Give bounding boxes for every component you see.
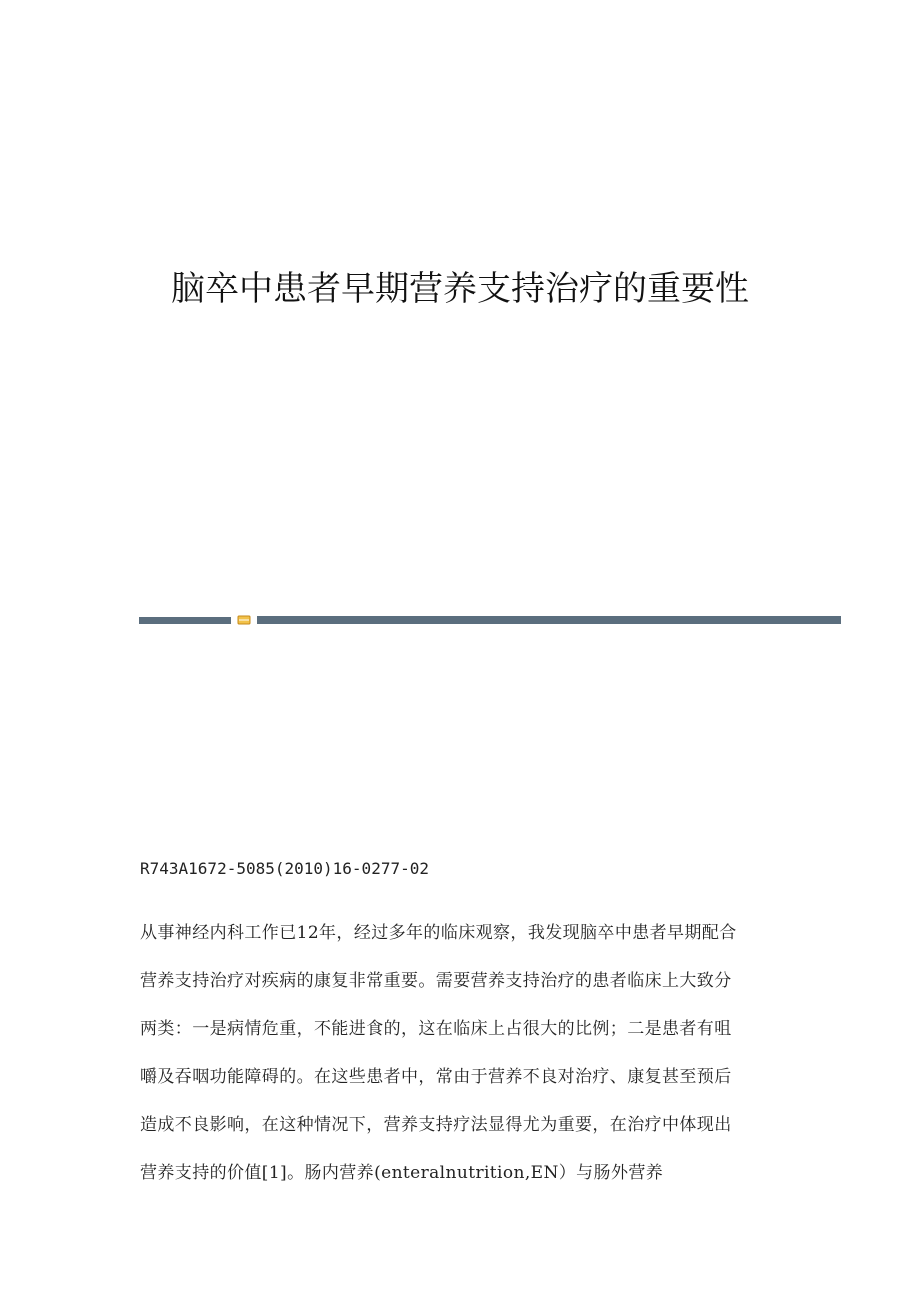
- body-paragraph: [140, 909, 785, 1197]
- section-divider: [139, 612, 841, 626]
- body-line: 营养支持治疗对疾病的康复非常重要。需要营养支持治疗的患者临床上大致分: [140, 971, 732, 991]
- divider-ornament-icon: [237, 614, 251, 626]
- classification-code: R743A1672-5085(2010)16-0277-02: [140, 859, 429, 878]
- body-line: 营养支持的价值[1]。肠内营养(enteralnutrition,EN）与肠外营养: [140, 1163, 664, 1183]
- divider-bar-left: [139, 617, 231, 624]
- body-line: 两类：一是病情危重，不能进食的，这在临床上占很大的比例；二是患者有咀: [140, 1019, 732, 1039]
- document-title: 脑卒中患者早期营养支持治疗的重要性: [171, 269, 749, 309]
- body-line: 从事神经内科工作已12年，经过多年的临床观察，我发现脑卒中患者早期配合: [140, 923, 737, 943]
- body-line: 嚼及吞咽功能障碍的。在这些患者中，常由于营养不良对治疗、康复甚至预后: [140, 1067, 732, 1087]
- divider-bar-right: [257, 616, 841, 624]
- body-line: 造成不良影响，在这种情况下，营养支持疗法显得尤为重要，在治疗中体现出: [140, 1115, 732, 1135]
